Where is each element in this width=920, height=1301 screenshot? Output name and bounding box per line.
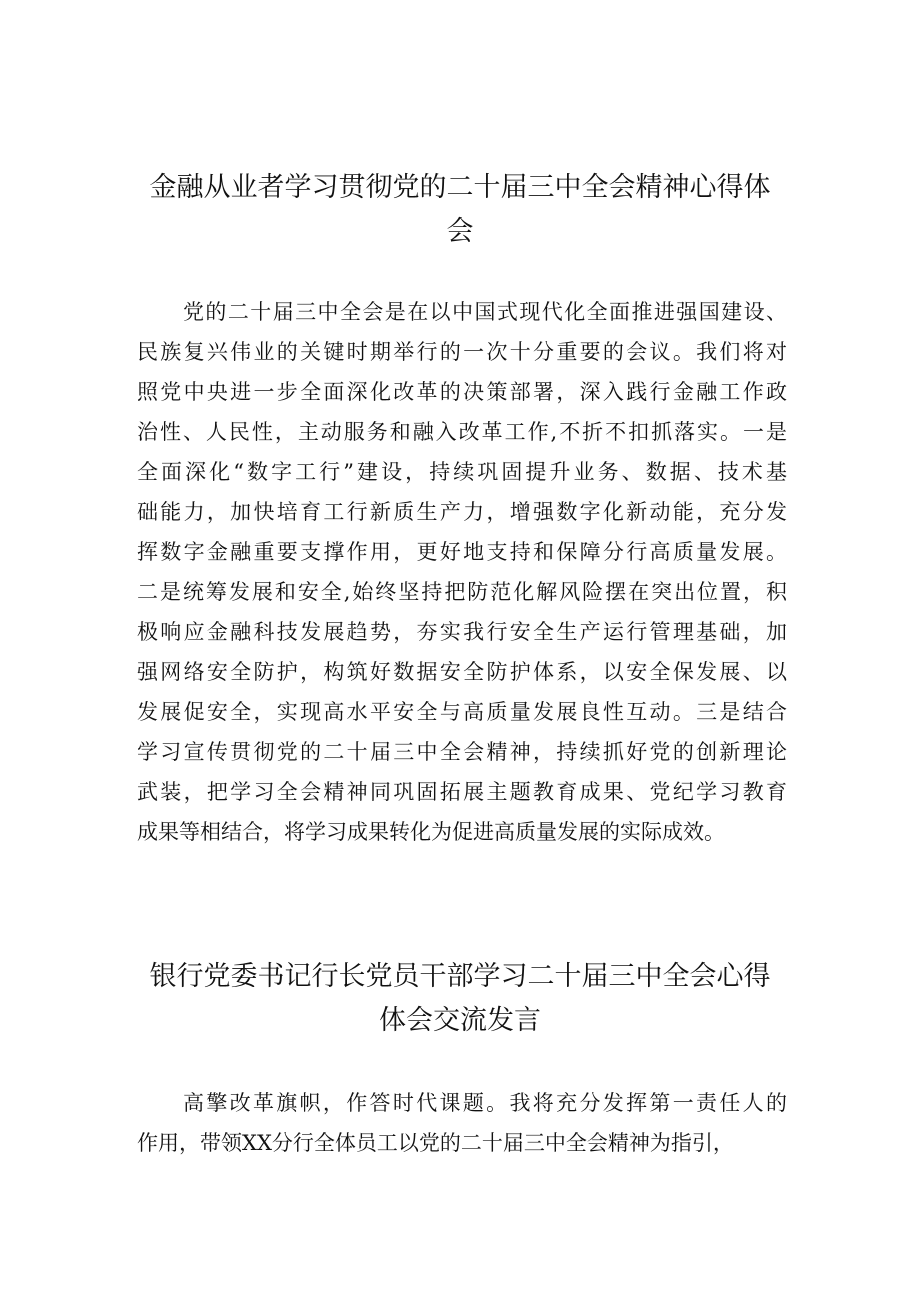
body-line: 党的二十届三中全会是在以中国式现代化全面推进强国建设、 <box>183 300 787 324</box>
title-line: 金融从业者学习贯彻党的二十届三中全会精神心得体 <box>149 172 771 203</box>
title-line: 银行党委书记行长党员干部学习二十届三中全会心得 <box>149 961 771 992</box>
article-1-title <box>0 166 920 254</box>
title-line: 体会交流发言 <box>379 1005 541 1036</box>
title-line: 会 <box>446 216 474 247</box>
body-line: 学习宣传贯彻党的二十届三中全会精神，持续抓好党的创新理论 <box>137 740 787 764</box>
body-line: 高擎改革旗帜，作答时代课题。我将充分发挥第一责任人的 <box>183 1091 787 1115</box>
body-line: 民族复兴伟业的关键时期举行的一次十分重要的会议。我们将对 <box>137 340 787 364</box>
body-line: 强网络安全防护，构筑好数据安全防护体系，以安全保发展、以 <box>137 660 787 684</box>
body-line: 础能力，加快培育工行新质生产力，增强数字化新动能，充分发 <box>137 500 787 524</box>
body-line: 治性、人民性，主动服务和融入改革工作,不折不扣抓落实。一是 <box>137 420 787 444</box>
body-line: 照党中央进一步全面深化改革的决策部署，深入践行金融工作政 <box>137 380 787 404</box>
article-2-body <box>137 1083 787 1163</box>
body-line: 作用，带领XX分行全体员工以党的二十届三中全会精神为指引， <box>137 1131 734 1155</box>
body-line: 发展促安全，实现高水平安全与高质量发展良性互动。三是结合 <box>137 700 787 724</box>
article-2-title <box>0 955 920 1043</box>
body-line: 极响应金融科技发展趋势，夯实我行安全生产运行管理基础，加 <box>137 620 787 644</box>
body-line: 二是统筹发展和安全,始终坚持把防范化解风险摆在突出位置，积 <box>137 580 787 604</box>
article-1-body <box>137 292 787 852</box>
body-line: 武装，把学习全会精神同巩固拓展主题教育成果、党纪学习教育 <box>137 780 787 804</box>
body-line: 成果等相结合，将学习成果转化为促进高质量发展的实际成效。 <box>137 820 725 844</box>
body-line: 挥数字金融重要支撑作用，更好地支持和保障分行高质量发展。 <box>137 540 787 564</box>
body-line: 全面深化“数字工行”建设，持续巩固提升业务、数据、技术基 <box>137 460 787 484</box>
